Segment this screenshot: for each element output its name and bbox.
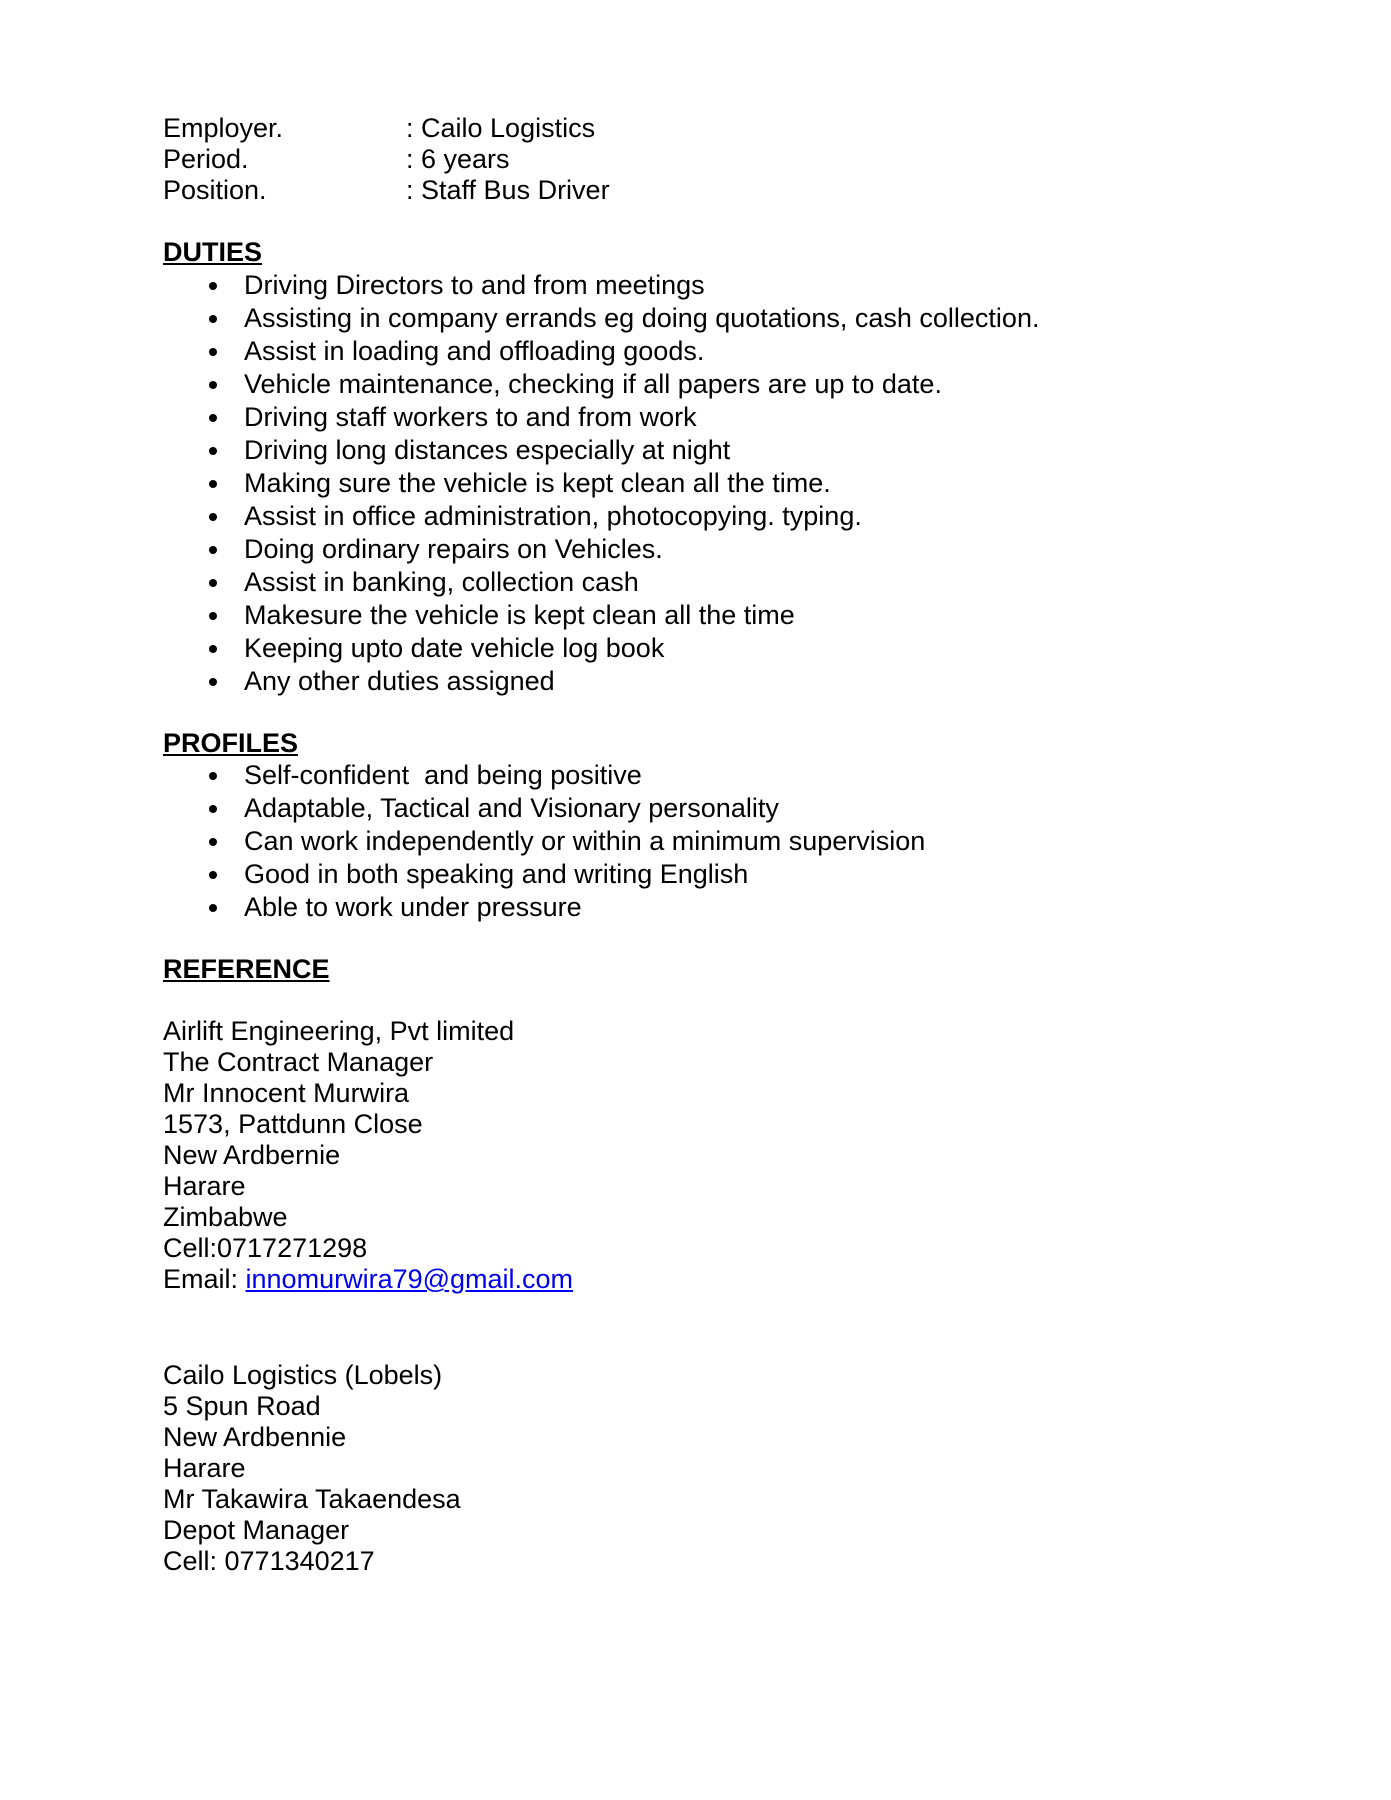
bullet-icon	[209, 645, 217, 653]
list-item	[163, 759, 925, 792]
duties-heading: DUTIES	[163, 237, 263, 267]
profile-text: Can work independently or within a minimum supervision	[244, 826, 926, 856]
reference-line: New Ardbennie	[163, 1422, 347, 1452]
reference-1	[163, 1016, 573, 1295]
reference-line: Mr Innocent Murwira	[163, 1078, 410, 1108]
reference-heading: REFERENCE	[163, 954, 330, 984]
profile-text: Good in both speaking and writing English	[244, 859, 749, 889]
duty-text: Doing ordinary repairs on Vehicles.	[244, 534, 663, 564]
bullet-icon	[209, 772, 217, 780]
duty-text: Vehicle maintenance, checking if all papers are up to date.	[244, 369, 942, 399]
duties-list	[163, 269, 1039, 698]
bullet-icon	[209, 805, 217, 813]
reference-line: 1573, Pattdunn Close	[163, 1109, 423, 1139]
reference-line: Zimbabwe	[163, 1202, 288, 1232]
employer-label: Employer.	[163, 113, 284, 143]
list-item	[163, 599, 1039, 632]
reference-line: Mr Takawira Takaendesa	[163, 1484, 461, 1514]
bullet-icon	[209, 414, 217, 422]
duty-text: Any other duties assigned	[244, 666, 555, 696]
profiles-heading: PROFILES	[163, 728, 299, 758]
bullet-icon	[209, 447, 217, 455]
position-label: Position.	[163, 175, 267, 205]
duty-text: Making sure the vehicle is kept clean all the time.	[244, 468, 831, 498]
duty-text: Assist in office administration, photocopying. typing.	[244, 501, 862, 531]
list-item	[163, 792, 925, 825]
bullet-icon	[209, 282, 217, 290]
list-item	[163, 858, 925, 891]
reference-line: 5 Spun Road	[163, 1391, 321, 1421]
duty-text: Assist in banking, collection cash	[244, 567, 639, 597]
reference-line: Harare	[163, 1453, 246, 1483]
list-item	[163, 302, 1039, 335]
bullet-icon	[209, 904, 217, 912]
bullet-icon	[209, 546, 217, 554]
list-item	[163, 401, 1039, 434]
period-value: : 6 years	[406, 144, 510, 174]
duty-text: Driving long distances especially at night	[244, 435, 731, 465]
reference-line: Cell: 0771340217	[163, 1546, 375, 1576]
bullet-icon	[209, 678, 217, 686]
reference-line: Depot Manager	[163, 1515, 350, 1545]
list-item	[163, 891, 925, 924]
duty-text: Makesure the vehicle is kept clean all the time	[244, 600, 795, 630]
reference-line: Cell:0717271298	[163, 1233, 368, 1263]
email-line	[163, 1264, 573, 1295]
list-item	[163, 368, 1039, 401]
list-item	[163, 269, 1039, 302]
bullet-icon	[209, 871, 217, 879]
bullet-icon	[209, 348, 217, 356]
bullet-icon	[209, 381, 217, 389]
reference-line: New Ardbernie	[163, 1140, 341, 1170]
duty-text: Keeping upto date vehicle log book	[244, 633, 665, 663]
reference-line: Cailo Logistics (Lobels)	[163, 1360, 443, 1390]
employer-value: : Cailo Logistics	[406, 113, 596, 143]
list-item	[163, 434, 1039, 467]
duty-text: Assisting in company errands eg doing quotations, cash collection.	[244, 303, 1040, 333]
bullet-icon	[209, 513, 217, 521]
profile-text: Adaptable, Tactical and Visionary personality	[244, 793, 779, 823]
reference-line: The Contract Manager	[163, 1047, 434, 1077]
profiles-list	[163, 759, 925, 924]
duty-text: Driving Directors to and from meetings	[244, 270, 705, 300]
period-label: Period.	[163, 144, 249, 174]
list-item	[163, 533, 1039, 566]
list-item	[163, 825, 925, 858]
duty-text: Assist in loading and offloading goods.	[244, 336, 705, 366]
list-item	[163, 665, 1039, 698]
bullet-icon	[209, 315, 217, 323]
email-link[interactable]: innomurwira79@gmail.com	[245, 1264, 574, 1294]
email-label: Email:	[163, 1264, 246, 1294]
list-item	[163, 566, 1039, 599]
duty-text: Driving staff workers to and from work	[244, 402, 697, 432]
bullet-icon	[209, 579, 217, 587]
position-value: : Staff Bus Driver	[406, 175, 610, 205]
list-item	[163, 500, 1039, 533]
profile-text: Able to work under pressure	[244, 892, 582, 922]
bullet-icon	[209, 480, 217, 488]
list-item	[163, 467, 1039, 500]
reference-2	[163, 1360, 461, 1577]
bullet-icon	[209, 838, 217, 846]
list-item	[163, 632, 1039, 665]
reference-line: Airlift Engineering, Pvt limited	[163, 1016, 515, 1046]
bullet-icon	[209, 612, 217, 620]
list-item	[163, 335, 1039, 368]
reference-line: Harare	[163, 1171, 246, 1201]
profile-text: Self-confident and being positive	[244, 760, 642, 790]
